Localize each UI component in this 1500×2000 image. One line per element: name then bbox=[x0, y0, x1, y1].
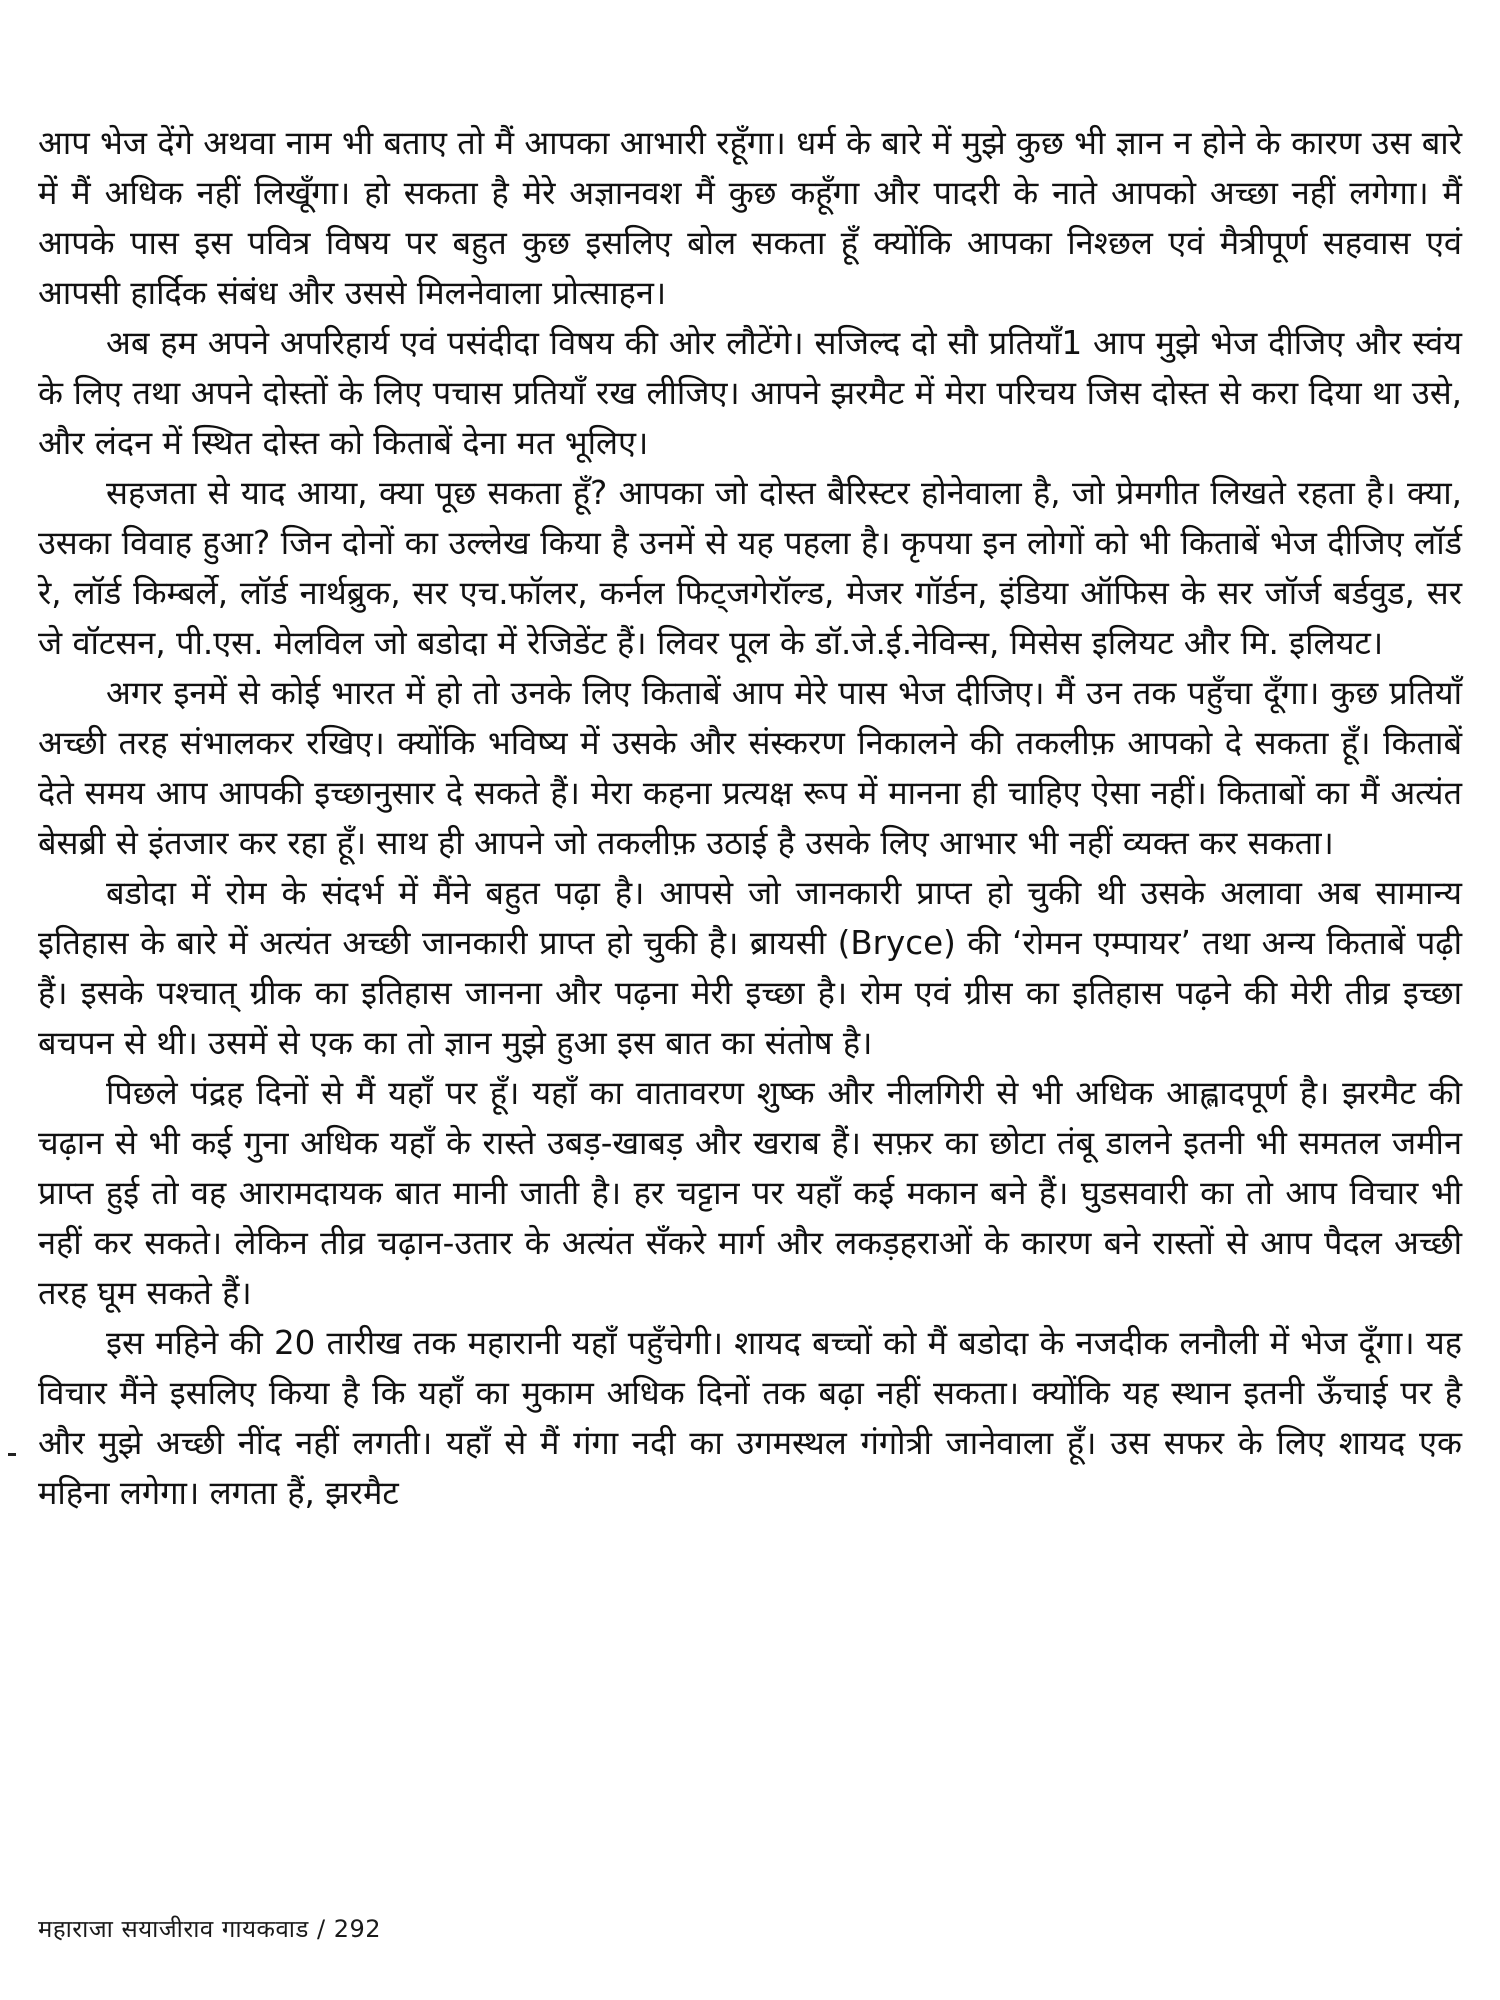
paragraph-7: इस महिने की 20 तारीख तक महारानी यहाँ पहुँचेगी। शायद बच्चों को मैं बडोदा के नजदीक लनौली में भेज दूँगा। यह विचार मैंने इसलिए किया है कि यहाँ का मुकाम अधिक दिनों तक बढ़ा नहीं सकता। क्योंकि यह स्थान इतनी ऊँचाई पर है और मुझे अच्छी नींद नहीं लगती। यहाँ से मैं गंगा नदी का उगमस्थल गंगोत्री जानेवाला हूँ। उस सफर के लिए शायद एक महिना लगेगा। लगता हैं, झरमैट bbox=[38, 1324, 1462, 1512]
paragraph-2: अब हम अपने अपरिहार्य एवं पसंदीदा विषय की ओर लौटेंगे। सजिल्द दो सौ प्रतियाँ1 आप मुझे भेज दीजिए और स्वंय के लिए तथा अपने दोस्तों के लिए पचास प्रतियाँ रख लीजिए। आपने झरमैट में मेरा परिचय जिस दोस्त से करा दिया था उसे, और लंदन में स्थित दोस्त को किताबें देना मत भूलिए। bbox=[38, 324, 1462, 462]
paragraph-6: पिछले पंद्रह दिनों से मैं यहाँ पर हूँ। यहाँ का वातावरण शुष्क और नीलगिरी से भी अधिक आह्लादपूर्ण है। झरमैट की चढ़ान से भी कई गुना अधिक यहाँ के रास्ते उबड़-खाबड़ और खराब हैं। सफ़र का छोटा तंबू डालने इतनी भी समतल जमीन प्राप्त हुई तो वह आरामदायक बात मानी जाती है। हर चट्टान पर यहाँ कई मकान बने हैं। घुडसवारी का तो आप विचार भी नहीं कर सकते। लेकिन तीव्र चढ़ान-उतार के अत्यंत सँकरे मार्ग और लकड़हराओं के कारण बने रास्तों से आप पैदल अच्छी तरह घूम सकते हैं। bbox=[38, 1074, 1462, 1312]
page-body bbox=[38, 118, 1462, 1518]
paragraph-5: बडोदा में रोम के संदर्भ में मैंने बहुत पढ़ा है। आपसे जो जानकारी प्राप्त हो चुकी थी उसके अलावा अब सामान्य इतिहास के बारे में अत्यंत अच्छी जानकारी प्राप्त हो चुकी है। ब्रायसी (Bryce) की ‘रोमन एम्पायर’ तथा अन्य किताबें पढ़ी हैं। इसके पश्चात् ग्रीक का इतिहास जानना और पढ़ना मेरी इच्छा है। रोम एवं ग्रीस का इतिहास पढ़ने की मेरी तीव्र इच्छा बचपन से थी। उसमें से एक का तो ज्ञान मुझे हुआ इस बात का संतोष है। bbox=[38, 874, 1462, 1062]
margin-mark bbox=[8, 1453, 16, 1456]
paragraph-1: आप भेज देंगे अथवा नाम भी बताए तो मैं आपका आभारी रहूँगा। धर्म के बारे में मुझे कुछ भी ज्ञान न होने के कारण उस बारे में मैं अधिक नहीं लिखूँगा। हो सकता है मेरे अज्ञानवश मैं कुछ कहूँगा और पादरी के नाते आपको अच्छा नहीं लगेगा। मैं आपके पास इस पवित्र विषय पर बहुत कुछ इसलिए बोल सकता हूँ क्योंकि आपका निश्छल एवं मैत्रीपूर्ण सहवास एवं आपसी हार्दिक संबंध और उससे मिलनेवाला प्रोत्साहन। bbox=[38, 124, 1462, 312]
page-footer: महाराजा सयाजीराव गायकवाड / 292 bbox=[38, 1915, 382, 1943]
paragraph-3: सहजता से याद आया, क्या पूछ सकता हूँ? आपका जो दोस्त बैरिस्टर होनेवाला है, जो प्रेमगीत लिखते रहता है। क्या, उसका विवाह हुआ? जिन दोनों का उल्लेख किया है उनमें से यह पहला है। कृपया इन लोगों को भी किताबें भेज दीजिए लॉर्ड रे, लॉर्ड किम्बर्ले, लॉर्ड नार्थब्रुक, सर एच.फॉलर, कर्नल फिट्जगेरॉल्ड, मेजर गॉर्डन, इंडिया ऑफिस के सर जॉर्ज बर्डवुड, सर जे वॉटसन, पी.एस. मेलविल जो बडोदा में रेजिडेंट हैं। लिवर पूल के डॉ.जे.ई.नेविन्स, मिसेस इलियट और मि. इलियट। bbox=[38, 474, 1462, 662]
paragraph-4: अगर इनमें से कोई भारत में हो तो उनके लिए किताबें आप मेरे पास भेज दीजिए। मैं उन तक पहुँचा दूँगा। कुछ प्रतियाँ अच्छी तरह संभालकर रखिए। क्योंकि भविष्य में उसके और संस्करण निकालने की तकलीफ़ आपको दे सकता हूँ। किताबें देते समय आप आपकी इच्छानुसार दे सकते हैं। मेरा कहना प्रत्यक्ष रूप में मानना ही चाहिए ऐसा नहीं। किताबों का मैं अत्यंत बेसब्री से इंतजार कर रहा हूँ। साथ ही आपने जो तकलीफ़ उठाई है उसके लिए आभार भी नहीं व्यक्त कर सकता। bbox=[38, 674, 1462, 862]
